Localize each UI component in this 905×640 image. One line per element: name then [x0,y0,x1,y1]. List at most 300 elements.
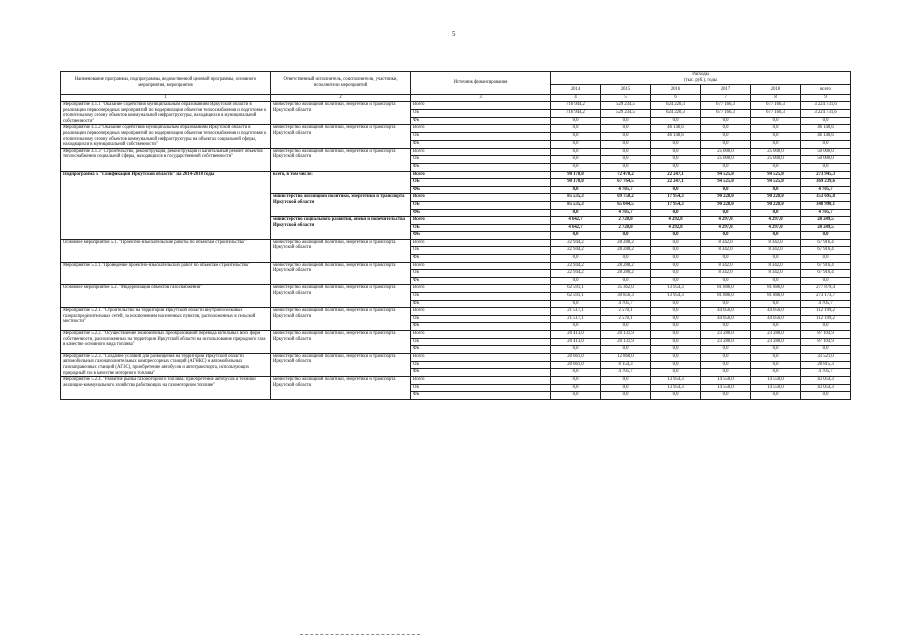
row-value: 0,0 [551,156,601,164]
table-row [61,148,851,156]
row-value: 0,0 [751,346,801,354]
row-value: 17 954,3 [651,194,701,202]
row-name: Мероприятие 4.1.2"Оказание содействия муниципальным образованиям Иркутской области в реализации первоочередных мероприятий по модернизации объектов теплоснабжения и подготовке к отопительному сезону объектов коммунальной инфраструктуры на объектах социальной сферы, находящихся в муниципальной собственности" [61,125,271,148]
row-value: 0,0 [551,346,601,354]
header-col-number: 7 [701,95,751,102]
row-value: 112 199,2 [801,315,851,323]
row-value: 677 166,3 [701,102,751,110]
row-value: 21 517,1 [551,308,601,316]
row-value: 0,0 [751,277,801,285]
row-value: 0,0 [551,300,601,308]
row-value: 94 525,0 [701,179,751,187]
row-value: 0,0 [701,209,751,217]
row-value: 0,0 [651,277,701,285]
row-value: 716 944,2 [551,109,601,117]
row-value: 0,0 [651,338,701,346]
row-value: 0,0 [651,346,701,354]
row-value: 90 228,0 [751,194,801,202]
row-value: 13 954,3 [651,293,701,301]
row-source: ОБ [411,247,551,255]
row-source: Всего [411,331,551,339]
row-source: Всего [411,171,551,179]
row-value: 369 239,6 [801,179,851,187]
row-value: 0,0 [651,239,701,247]
row-value: 0,0 [601,125,651,133]
row-source: Всего [411,285,551,293]
row-value: 0,0 [701,232,751,240]
row-executor: министерство жилищной политики, энергетики и транспорта Иркутской области [271,353,411,376]
row-value: 12 860,0 [601,353,651,361]
row-value: 0,0 [601,255,651,263]
row-value: 43 054,3 [801,377,851,385]
row-value: 0,0 [801,140,851,148]
row-name: Основное мероприятие 5.1. "Проектно-изыскательские работы по объектам строительства" [61,239,271,262]
row-source: ОБ [411,201,551,209]
row-source: ОБ [411,293,551,301]
row-value: 0,0 [651,369,701,377]
row-name: Мероприятие 5.2.1. "Строительство на территории Иркутской области внутрипоселковых газораспределительных сетей, за исключением населенных пунктов, расположенных в сельской местности" [61,308,271,331]
row-value: 0,0 [551,117,601,125]
row-name: Мероприятие 5.2.3. "Создание условий для размещения на территории Иркутской области автомобильных газонаполнительных компрессорных станций (АГНКС) и автомобильных газозаправочных станций (АГЗС), приобретение автобусов и автотранспорта, использующих природный газ в качестве моторного топлива" [61,353,271,376]
row-value: 0,0 [651,232,701,240]
row-source: ФБ [411,209,551,217]
row-value: 529 234,5 [601,102,651,110]
row-source: ФБ [411,232,551,240]
row-value: 0,0 [801,392,851,400]
row-value: 0,0 [701,392,751,400]
row-value: 0,0 [801,117,851,125]
row-value: 85 535,3 [551,194,601,202]
row-value: 0,0 [551,148,601,156]
row-value: 273 945,3 [801,171,851,179]
row-value: 13 954,3 [651,285,701,293]
row-value: 13 954,3 [651,384,701,392]
row-value: 0,0 [551,377,601,385]
header-col-number: 1 [61,95,271,102]
row-value: 25 000,0 [751,148,801,156]
row-value: 0,0 [551,186,601,194]
row-value: 624 220,3 [651,109,701,117]
row-value: 44 056,0 [751,308,801,316]
row-value: 0,0 [651,117,701,125]
row-value: 23 280,0 [701,338,751,346]
row-executor: министерство жилищной политики, энергетики и транспорта Иркутской области [271,125,411,148]
row-source: Всего [411,102,551,110]
row-value: 28 288,2 [601,270,651,278]
row-value: 0,0 [551,232,601,240]
row-value: 0,0 [751,300,801,308]
row-value: 67 916,4 [801,270,851,278]
row-value: 0,0 [651,315,701,323]
row-source: Всего [411,262,551,270]
row-value: 4 297,0 [701,224,751,232]
row-executor: всего, в том числе: [271,171,411,194]
row-value: 8 342,0 [751,247,801,255]
row-value: 25 000,0 [751,156,801,164]
row-value: 0,0 [551,163,601,171]
row-value: 0,0 [701,117,751,125]
header-col-number: 2 [271,95,411,102]
row-value: 4 642,7 [551,217,601,225]
row-value: 353 695,8 [801,194,851,202]
row-value: 2 570,1 [601,308,651,316]
row-source: ОБ [411,109,551,117]
row-value: 87 104,9 [801,338,851,346]
row-value: 46 140,6 [651,133,701,141]
row-source: ФБ [411,346,551,354]
row-value: 33 521,0 [801,353,851,361]
row-value: 0,0 [751,361,801,369]
row-value: 8 342,0 [701,247,751,255]
row-source: Всего [411,239,551,247]
row-value: 0,0 [651,270,701,278]
row-value: 4 705,7 [601,369,651,377]
table-row [61,285,851,293]
row-executor: министерство жилищной политики, энергетики и транспорта Иркутской области [271,308,411,331]
row-value: 0,0 [801,232,851,240]
row-value: 0,0 [651,392,701,400]
row-source: ОБ [411,384,551,392]
row-value: 90 178,0 [551,179,601,187]
row-value: 0,0 [601,117,651,125]
row-value: 0,0 [701,323,751,331]
row-value: 0,0 [601,323,651,331]
row-value: 0,0 [651,163,701,171]
row-value: 46 140,6 [801,133,851,141]
row-value: 22 247,1 [651,179,701,187]
row-source: ОБ [411,133,551,141]
row-value: 0,0 [751,209,801,217]
row-value: 23 280,0 [751,331,801,339]
row-value: 0,0 [601,392,651,400]
row-value: 20 413,0 [551,338,601,346]
row-value: 20 661,0 [551,353,601,361]
row-source: ФБ [411,117,551,125]
row-source: ФБ [411,277,551,285]
row-source: ОБ [411,156,551,164]
row-value: 0,0 [651,262,701,270]
row-value: 0,0 [601,377,651,385]
row-value: 0,0 [551,384,601,392]
row-executor: министерство жилищной политики, энергетики и транспорта Иркутской области [271,102,411,125]
header-year: 2014 [551,85,601,95]
row-value: 0,0 [801,323,851,331]
row-value: 0,0 [651,300,701,308]
row-value: 28 288,2 [601,239,651,247]
row-name: Мероприятие 4.1.3" Строительство, реконструкция, реконструкция и капитальный ремонт объектов теплоснабжения социальной сферы, находящихся в государственной собственности" [61,148,271,171]
row-value: 85 535,3 [551,201,601,209]
row-value: 20 131,9 [601,338,651,346]
row-value: 21 517,1 [551,315,601,323]
row-value: 4 705,7 [801,369,851,377]
header-col-number: 6 [651,95,701,102]
row-value: 0,0 [651,156,701,164]
row-value: 0,0 [601,277,651,285]
row-value: 90 178,0 [551,171,601,179]
row-value: 0,0 [751,255,801,263]
header-year: 2016 [651,85,701,95]
row-value: 677 166,3 [751,102,801,110]
row-value: 0,0 [651,247,701,255]
row-value: 0,0 [651,353,701,361]
header-expenses-title: Расходы [692,72,709,78]
row-value: 20 413,0 [551,331,601,339]
row-value: 0,0 [601,140,651,148]
row-value: 94 525,0 [701,171,751,179]
row-value: 0,0 [651,140,701,148]
row-executor: министерство жилищной политики, энергетики и транспорта Иркутской области [271,262,411,285]
row-value: 0,0 [751,369,801,377]
row-value: 0,0 [751,353,801,361]
row-source: Всего [411,217,551,225]
table-row [61,102,851,110]
row-source: ФБ [411,163,551,171]
row-name: Мероприятие 4.1.1 "Оказание содействия муниципальным образованиям Иркутской области в реализации первоочередных мероприятий по модернизации объектов теплоснабжения и подготовке к отопительному сезону объектов коммунальной инфраструктуры, находящихся в муниципальной собственности" [61,102,271,125]
row-source: ОБ [411,338,551,346]
row-value: 87 104,9 [801,331,851,339]
row-value: 94 525,0 [751,171,801,179]
row-value: 23 280,0 [701,331,751,339]
row-value: 4 642,7 [551,224,601,232]
row-value: 0,0 [551,125,601,133]
page-number: 5 [452,30,456,38]
footer-dashed-line [300,634,420,635]
row-value: 81 886,0 [701,285,751,293]
row-value: 2 570,1 [601,315,651,323]
row-value: 0,0 [651,186,701,194]
header-col-number: 8 [751,95,801,102]
row-value: 14 550,0 [701,384,751,392]
row-value: 22 944,2 [551,247,601,255]
row-value: 0,0 [701,353,751,361]
row-value: 0,0 [801,255,851,263]
row-value: 67 764,5 [601,179,651,187]
row-value: 0,0 [701,300,751,308]
row-value: 0,0 [701,361,751,369]
row-value: 0,0 [651,331,701,339]
row-value: 8 342,0 [751,262,801,270]
row-value: 0,0 [651,308,701,316]
row-source: ОБ [411,315,551,323]
row-value: 14 550,0 [751,384,801,392]
row-value: 2 720,0 [601,224,651,232]
row-value: 65 044,5 [601,201,651,209]
row-source: Всего [411,148,551,156]
row-value: 0,0 [701,346,751,354]
table-row [61,331,851,339]
row-executor: министерство жилищной политики, энергетики и транспорта Иркутской области [271,377,411,400]
row-source: ФБ [411,186,551,194]
row-source: ФБ [411,255,551,263]
header-name: Наименование программы, подпрограммы, ведомственной целевой программы, основного мероприятия, мероприятия [61,72,271,95]
row-value: 50 000,0 [801,156,851,164]
table-row [61,239,851,247]
row-value: 20 131,9 [601,331,651,339]
row-executor: министерство жилищной политики, энергетики и транспорта Иркутской области [271,285,411,308]
row-value: 0,0 [651,209,701,217]
row-value: 13 954,3 [651,377,701,385]
row-value: 81 886,0 [751,285,801,293]
row-value: 4 705,7 [601,186,651,194]
header-year: 2018 [751,85,801,95]
row-source: ФБ [411,140,551,148]
table-row [61,377,851,385]
table-row [61,171,851,179]
row-source: Всего [411,353,551,361]
row-value: 4 705,7 [801,209,851,217]
row-value: 0,0 [651,255,701,263]
row-value: 28 288,2 [601,262,651,270]
header-year: всего [801,85,851,95]
row-value: 62 591,1 [551,293,601,301]
row-value: 67 916,4 [801,239,851,247]
header-expenses [551,72,851,85]
row-value: 624 220,3 [651,102,701,110]
row-source: ФБ [411,323,551,331]
row-value: 677 166,3 [751,109,801,117]
row-value: 44 056,0 [701,315,751,323]
row-value: 44 056,0 [701,308,751,316]
row-name: Мероприятие 5.2.2. "Осуществление экономичных преобразований перевода котельных всех форм собственности, расположенных на территории Иркутской области на использование природного газа в качестве основного вида топлива" [61,331,271,354]
row-value: 22 944,2 [551,239,601,247]
row-value: 22 944,2 [551,262,601,270]
row-executor: министерство жилищной политики, энергетики и транспорта Иркутской области [271,148,411,171]
row-value: 0,0 [801,277,851,285]
row-value: 20 249,5 [801,217,851,225]
row-value: 0,0 [701,125,751,133]
row-value: 20 249,5 [801,224,851,232]
row-value: 28 815,3 [801,361,851,369]
row-value: 35 362,0 [601,285,651,293]
row-value: 3 224 731,6 [801,109,851,117]
row-value: 14 550,0 [751,377,801,385]
row-value: 17 954,3 [651,201,701,209]
row-value: 0,0 [601,232,651,240]
row-value: 0,0 [701,140,751,148]
row-value: 4 705,7 [601,300,651,308]
row-executor: министерство социального развития, опеки и попечительства Иркутской области [271,217,411,240]
row-value: 90 228,0 [701,194,751,202]
row-source: Всего [411,308,551,316]
row-value: 81 886,0 [751,293,801,301]
row-value: 348 990,1 [801,201,851,209]
row-value: 4 292,8 [651,217,701,225]
header-units: (тыс. руб.), годы [684,78,717,83]
row-value: 0,0 [751,125,801,133]
row-value: 22 944,2 [551,270,601,278]
row-value: 0,0 [551,133,601,141]
row-source: ФБ [411,300,551,308]
row-value: 4 705,7 [801,300,851,308]
row-source: Всего [411,377,551,385]
row-value: 112 199,2 [801,308,851,316]
row-value: 0,0 [701,133,751,141]
row-executor: министерство жилищной политики, энергетики и транспорта Иркутской области [271,194,411,217]
row-name: Мероприятие 5.1.1."Проведение проектно-изыскательских работ по объектам строительства" [61,262,271,285]
header-source: Источник финансирования [411,72,551,95]
row-value: 43 054,3 [801,384,851,392]
row-name: Мероприятие 5.2.4. "Развитие рынка газомоторного топлива: приобретение автобусов и техники жилищно-коммунального хозяйства работающих на газомоторном топливе" [61,377,271,400]
header-col-number: 3 [411,95,551,102]
row-value: 94 525,0 [751,179,801,187]
row-value: 62 591,1 [551,285,601,293]
row-value: 0,0 [601,156,651,164]
row-value: 0,0 [601,133,651,141]
row-value: 0,0 [751,117,801,125]
row-name: Подпрограмма 5 "Газификация Иркутской области" на 2014-2018 годы [61,171,271,239]
row-value: 0,0 [551,369,601,377]
row-value: 4 297,0 [751,224,801,232]
row-value: 0,0 [801,163,851,171]
header-year: 2017 [701,85,751,95]
row-value: 0,0 [601,148,651,156]
row-value: 4 297,0 [751,217,801,225]
row-value: 716 944,2 [551,102,601,110]
row-value: 72 470,2 [601,171,651,179]
row-source: ФБ [411,392,551,400]
row-value: 67 916,4 [801,262,851,270]
row-value: 0,0 [751,163,801,171]
row-value: 273 173,7 [801,293,851,301]
row-value: 46 140,6 [651,125,701,133]
row-value: 14 550,0 [701,377,751,385]
row-value: 0,0 [701,186,751,194]
header-year: 2015 [601,85,651,95]
row-value: 529 234,5 [601,109,651,117]
row-value: 0,0 [651,361,701,369]
financing-table [60,71,851,400]
row-value: 0,0 [701,255,751,263]
table-row [61,308,851,316]
row-value: 23 280,0 [751,338,801,346]
row-value: 0,0 [701,369,751,377]
row-value: 0,0 [701,277,751,285]
row-value: 44 056,0 [751,315,801,323]
row-value: 0,0 [751,133,801,141]
table-row [61,262,851,270]
row-value: 0,0 [701,163,751,171]
row-value: 0,0 [601,346,651,354]
row-source: ФБ [411,369,551,377]
header-executor: Ответственный исполнитель, соисполнители, участники, исполнители мероприятий [271,72,411,95]
row-value: 81 886,0 [701,293,751,301]
row-value: 8 342,0 [701,262,751,270]
row-value: 30 856,3 [601,293,651,301]
table-row [61,353,851,361]
row-source: ОБ [411,270,551,278]
row-value: 8 342,0 [751,239,801,247]
row-value: 67 916,4 [801,247,851,255]
row-value: 46 140,6 [801,125,851,133]
row-value: 0,0 [551,255,601,263]
row-value: 8 154,3 [601,361,651,369]
row-source: ОБ [411,179,551,187]
row-value: 8 342,0 [701,239,751,247]
table-row [61,125,851,133]
row-value: 8 342,0 [701,270,751,278]
row-value: 4 292,8 [651,224,701,232]
row-value: 0,0 [651,148,701,156]
row-name: Основное мероприятие 5.2. "Модернизация объектов газоснабжения" [61,285,271,308]
row-value: 3 224 731,6 [801,102,851,110]
row-value: 90 228,0 [701,201,751,209]
row-source: ОБ [411,224,551,232]
row-value: 25 000,0 [701,156,751,164]
row-value: 0,0 [551,209,601,217]
row-value: 8 342,0 [751,270,801,278]
row-value: 0,0 [551,277,601,285]
row-value: 4 297,0 [701,217,751,225]
